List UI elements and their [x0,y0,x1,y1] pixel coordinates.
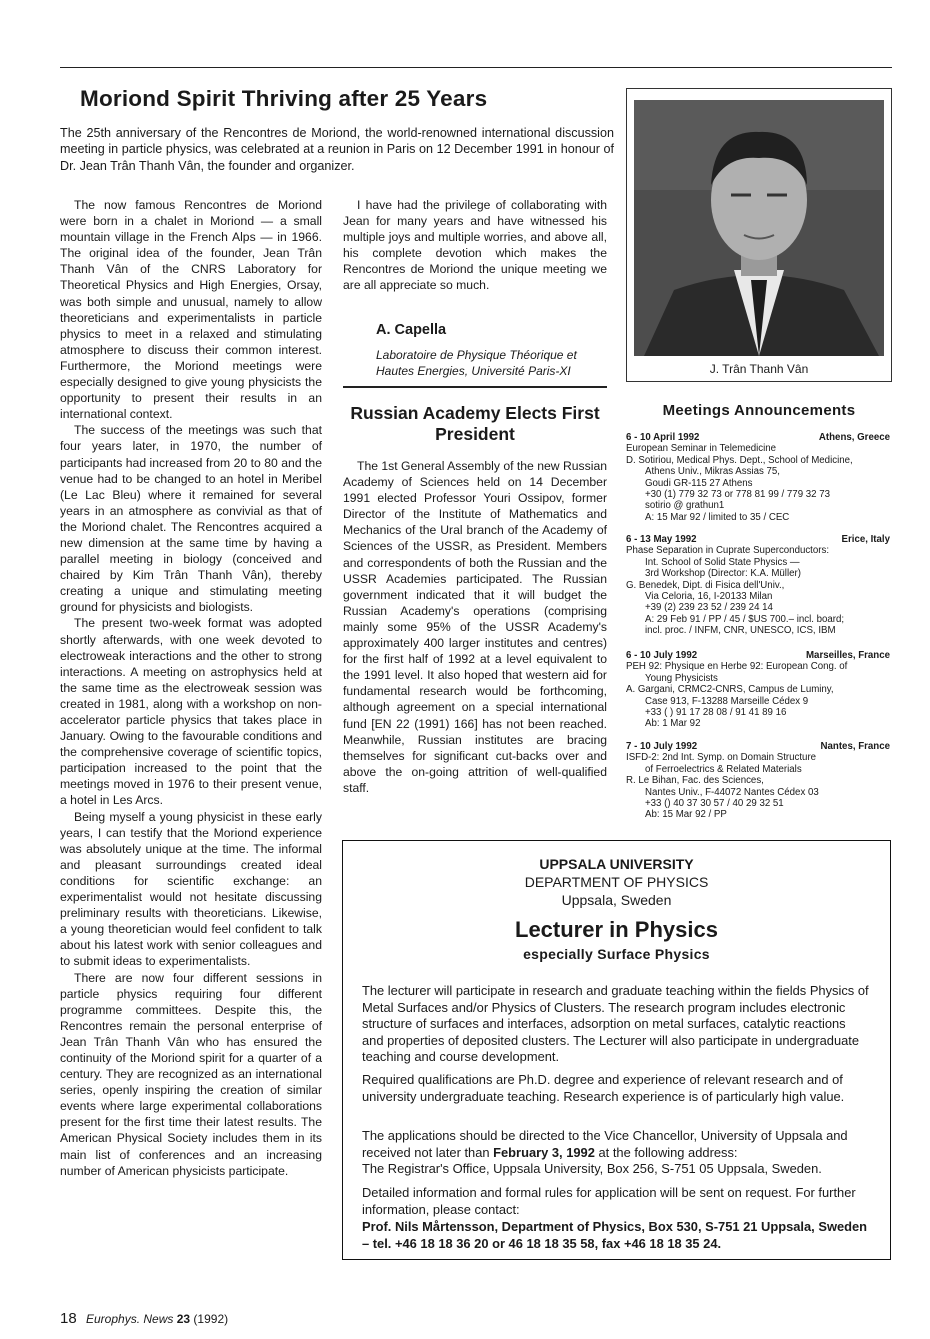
meeting-line: Goudi GR-115 27 Athens [645,477,753,489]
ad-title: Lecturer in Physics [515,917,718,942]
meeting-place: Erice, Italy [841,534,890,545]
meeting-line: R. Le Bihan, Fac. des Sciences, [626,775,764,787]
meeting-date: 7 - 10 July 1992 [626,741,698,752]
article-paragraph: Being myself a young physicist in these early years, I can testify that the Moriond experience was absolutely unique at the time. The informal and pleasant surroundings created ideal conditions for scientific exchange: an experimentalist would not hesitate discussing preliminary results with theoreticians. Likewise, a young theoretician would feel confident to talk about his latest work with senior colleagues and to submit ideas to experimentalists. [60,809,322,969]
ad-paragraph: Detailed information and formal rules for application will be sent on request. For further information, please contact: [362,1185,856,1217]
section-rule [343,386,607,388]
meeting-line: +39 (2) 239 23 52 / 239 24 14 [645,602,773,614]
meeting-line: of Ferroelectrics & Related Materials [645,763,802,775]
article-intro: The 25th anniversary of the Rencontres de Moriond, the world-renowned international discussion meeting in particle physics, was celebrated at a reunion in Paris on 12 December 1991 in honour of Dr. Jean Trân Thanh Vân, the founder and organizer. [60,126,614,173]
article-author: A. Capella [376,322,447,338]
article-paragraph: I have had the privilege of collaborating with Jean for many years and have witnessed his multiple joys and multiple worries, and above all, his complete devotion which makes the Rencontres de Moriond the unique meeting we are all appreciate so much. [343,198,607,293]
meeting-line: European Seminar in Telemedicine [626,443,777,455]
meeting-date: 6 - 13 May 1992 [626,534,697,545]
ad-paragraph: Required qualifications are Ph.D. degree and experience of relevant research and of university undergraduate teaching. Research experience is of particularly high value. [362,1072,845,1104]
meeting-line: A: 15 Mar 92 / limited to 35 / CEC [645,511,790,523]
russian-article-title: Russian Academy Elects First President [350,403,600,444]
page-number: 18 [60,1310,77,1327]
meeting-entry [626,741,890,821]
meeting-line: ISFD-2: 2nd Int. Symp. on Domain Structure [626,752,817,764]
ad-university: UPPSALA UNIVERSITY [539,856,694,872]
journal-reference [86,1312,228,1326]
meeting-line: D. Sotiriou, Medical Phys. Dept., School of Medicine, [626,454,853,466]
ad-subtitle: especially Surface Physics [523,946,710,962]
ad-paragraph [362,1128,870,1178]
meeting-line: Case 913, F-13288 Marseille Cédex 9 [645,695,809,707]
article-paragraph: The 1st General Assembly of the new Russian Academy of Sciences held on 14 December 1991 elected Professor Youri Ossipov, former Director of the Institute of Mathematics and Mechanics of the Ural branch of the Academy of Sciences of the USSR, as President. Members and correspondents of both the Russian and the USSR Academies participated. The Russian government indicated that it will budget the Russian Academy's operations (comprising mainly some 95% of the USSR Academy's approximately 400 larger institutes and centres) for the first half of 1992 at a level equivalent to the 1991 level. It also hoped that western aid for fundamental research would be forthcoming, although agreement on a special international fund [EN 22 (1991) 166] has not been reached. Meanwhile, Russian institutes are bracing themselves for significant cut-backs over and above the on-going attrition of well-qualified staff. [343,459,607,795]
ad-location: Uppsala, Sweden [561,892,672,908]
article-affiliation: Laboratoire de Physique Théorique et Hautes Energies, Université Paris-XI [376,348,577,378]
meeting-line: incl. proc. / INFM, CNR, UNESCO, ICS, IBM [645,625,836,637]
journal-name: Europhys. News [86,1312,174,1326]
journal-volume: 23 [176,1312,191,1326]
meeting-date: 6 - 10 April 1992 [626,432,700,443]
meeting-line: Via Celoria, 16, I-20133 Milan [645,591,773,603]
article-paragraph: There are now four different sessions in particle physics requiring four different programme committees. Despite this, the Rencontres remain the personal enterprise of Jean Trân Thanh Vân who has ensured the continuity of the Moriond spirit for a quarter of a century. They are recognized as an international series, openly inspiring the creation of similar events where large experimental collaborations present for the first time their latest results. The American Physical Society includes them in its main list of conferences and an increasing number of American physicists participate. [60,970,322,1178]
meeting-line: PEH 92: Physique en Herbe 92: European Cong. of [626,661,848,673]
meeting-line: G. Benedek, Dipt. di Fisica dell'Univ., [626,579,785,591]
meeting-place: Marseilles, France [805,650,890,661]
meeting-date: 6 - 10 July 1992 [626,650,698,661]
ad-text-span: The applications should be directed to the Vice Chancellor, University of Uppsala and received not later than [362,1128,848,1160]
article-column-left [60,197,322,1179]
article-paragraph: The success of the meetings was such that four years later, in 1970, the number of participants had increased from 20 to 80 and the venue had to be changed to an hotel in Meribel (Le Lac Bleu) where it remained for several years in an atmosphere as convivial as that of the Moriond chalet. The Rencontres acquired a new dimension at the same time by having a parallel meeting in biology (conceived and chaired by Kim Trân Thanh Vân), thereby creating a unique and stimulating meeting ground for physicists and biologists. [60,423,322,615]
photo-caption: J. Trân Thanh Vân [709,362,809,376]
article-title: Moriond Spirit Thriving after 25 Years [80,86,488,111]
meeting-line: +30 (1) 779 32 73 or 778 81 99 / 779 32 73 [645,489,831,501]
meeting-line: Phase Separation in Cuprate Superconductors: [626,545,830,557]
meeting-place: Athens, Greece [818,432,890,443]
meeting-line: 3rd Workshop (Director: K.A. Müller) [645,568,801,580]
meeting-line: sotirio @ grathun1 [645,500,725,512]
meeting-entry [626,432,890,523]
ad-deadline: February 3, 1992 [493,1144,595,1160]
meeting-place: Nantes, France [820,741,890,752]
meeting-line: Athens Univ., Mikras Assias 75, [645,466,780,478]
meeting-line: Ab: 15 Mar 92 / PP [645,809,727,821]
meeting-line: +33 ( ) 91 17 28 08 / 91 41 89 16 [645,707,787,719]
meeting-line: A. Gargani, CRMC2-CNRS, Campus de Luminy, [626,684,834,696]
ad-department: DEPARTMENT OF PHYSICS [524,874,709,890]
article-paragraph: The present two-week format was adopted shortly afterwards, with one week devoted to electroweak interactions and the other to strong interactions. A meeting on astrophysics held at the same time as the electroweak session was created in 1981, along with a workshop on non-accelerator particle physics that takes place in January. Owing to the favourable conditions and the comprehensive coverage of scientific topics, participation increased to the point that the meetings moved in 1976 to their present venue, a hotel in Les Arcs. [60,616,322,808]
meeting-line: Nantes Univ., F-44072 Nantes Cédex 03 [645,786,819,798]
ad-address: The Registrar's Office, Uppsala University, Box 256, S-751 05 Uppsala, Sweden. [362,1161,822,1177]
russian-article-body [343,458,607,796]
meeting-line: +33 () 40 37 30 57 / 40 29 32 51 [645,798,784,810]
ad-contact: Prof. Nils Mårtensson, Department of Physics, Box 530, S-751 21 Uppsala, Sweden – tel. +46 18 18 36 20 or 46 18 18 35 58, fax +46 18 18 35 24. [362,1219,868,1251]
meeting-line: Young Physicists [645,672,718,684]
article-paragraph: The now famous Rencontres de Moriond were born in a chalet in Moriond — a small mountain village in the French Alps — in 1966. The original idea of the founder, Jean Trân Thanh Vân of the CNRS Laboratory for Theoretical Physics and High Energies, Orsay, was both simple and unusual, namely to allow theoreticians and experimentalists in particle physics to meet in a relaxed and stimulating atmosphere to discuss their common interest. Furthermore, the Moriond meetings were especially designed to give young physicists the opportunity to present their results in an international context. [60,198,322,422]
meeting-line: Int. School of Solid State Physics — [645,556,800,568]
meeting-entry [626,534,890,637]
top-rule [60,67,892,68]
portrait-photo [634,100,884,356]
journal-year: (1992) [193,1312,229,1326]
meeting-line: A: 29 Feb 91 / PP / 45 / $US 700.– incl. board; [645,613,845,625]
ad-text-span: at the following address: [594,1144,738,1160]
article-column-mid [343,197,607,294]
meetings-title: Meetings Announcements [662,402,856,419]
meeting-entry [626,650,890,730]
meeting-line: Ab: 1 Mar 92 [645,718,701,730]
ad-paragraph: The lecturer will participate in research and graduate teaching within the fields Physics of Metal Surfaces and/or Physics of Clusters. The research program includes electronic structure of surfaces and interfaces, adsorption on metal surfaces, catalytic reactions and properties of deposited clusters. The Lecturer will also participate in undergraduate teaching and course development. [362,983,869,1065]
